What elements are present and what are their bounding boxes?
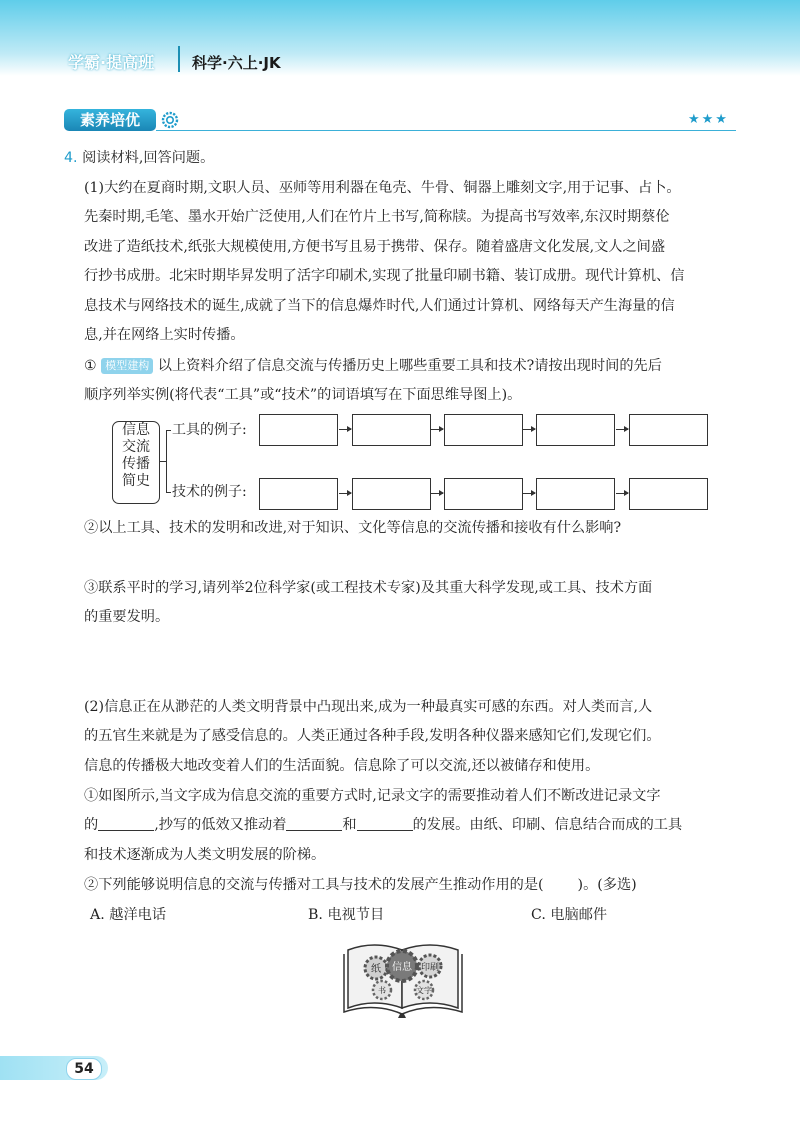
tool-answer-box[interactable] [629,414,708,446]
mind-map-bracket [166,430,171,431]
arrow-icon [523,493,535,494]
technique-answer-box[interactable] [352,478,431,510]
figure-word: 书 [378,986,386,995]
technique-answer-box[interactable] [536,478,615,510]
arrow-icon [339,429,351,430]
passage2-line-3: 信息的传播极大地改变着人们的生活面貌。信息除了可以交流,还以被储存和使用。 [84,758,600,774]
passage1-line-2: 先秦时期,毛笔、墨水开始广泛使用,人们在竹片上书写,简称牍。为提高书写效率,东汉时期蔡伦 [84,209,670,225]
question-prompt: 阅读材料,回答问题。 [82,150,215,166]
mind-map-center-line: 交流 [122,439,150,455]
subquestion-1-2: ②以上工具、技术的发明和改进,对于知识、文化等信息的交流传播和接收有什么影响? [84,520,622,536]
subquestion-1-3-line2: 的重要发明。 [84,609,170,625]
figure-word: 信息 [392,962,412,973]
option-b[interactable]: B. 电视节目 [308,907,385,923]
mind-map-bracket [166,492,171,493]
subquestion-1-3-line1: ③联系平时的学习,请列举2位科学家(或工程技术专家)及其重大科学发现,或工具、技术方面 [84,580,653,596]
text-fragment: )。(多选) [577,877,637,893]
arrow-icon [523,429,535,430]
option-c[interactable]: C. 电脑邮件 [531,907,608,923]
subquestion-2-1-line1: ①如图所示,当文字成为信息交流的重要方式时,记录文字的需要推动着人们不断改进记录文字 [84,788,661,804]
mind-map-center [112,421,160,504]
technique-answer-box[interactable] [629,478,708,510]
subquestion-2-2 [84,875,637,895]
arrow-icon [431,429,443,430]
gear-icon [160,110,180,130]
question-number: 4. [64,150,78,166]
arrow-icon [616,493,628,494]
series-brand: 学霸·提高班 [68,53,155,72]
answer-blank[interactable] [286,815,342,831]
text-fragment: ,抄写的低效又推动着 [154,817,287,833]
option-a[interactable]: A. 越洋电话 [90,907,167,923]
text-fragment: 和 [342,817,357,833]
technique-answer-box[interactable] [444,478,523,510]
subquestion-1-1-text: 以上资料介绍了信息交流与传播历史上哪些重要工具和技术?请按出现时间的先后 [157,358,662,374]
mind-map-bracket [166,430,167,493]
arrow-icon [339,493,351,494]
subquestion-2-1-line3: 和技术逐渐成为人类文明发展的阶梯。 [84,847,326,863]
text-fragment: 的 [84,817,99,833]
answer-blank[interactable] [98,815,154,831]
mind-map-center-line: 传播 [122,456,150,472]
subquestion-1-1 [84,356,662,376]
figure-word: 纸 [371,964,381,975]
tool-answer-box[interactable] [444,414,523,446]
arrow-icon [431,493,443,494]
question-header [64,148,214,168]
passage2-line-1: (2)信息正在从渺茫的人类文明背景中凸现出来,成为一种最真实可感的东西。对人类而言,人 [84,699,653,715]
difficulty-stars: ★★★ [688,112,729,127]
passage2-line-2: 的五官生来就是为了感受信息的。人类正通过各种手段,发明各种仪器来感知它们,发现它们。 [84,728,661,744]
techniques-row-label: 技术的例子: [172,484,247,500]
tool-answer-box[interactable] [536,414,615,446]
section-rule [156,130,736,131]
answer-blank[interactable] [357,815,413,831]
header-divider [178,46,180,72]
model-building-tag: 模型建构 [101,358,153,374]
figure-word: 印刷 [420,963,440,973]
text-fragment: ②下列能够说明信息的交流与传播对工具与技术的发展产生推动作用的是( [84,877,544,893]
section-title: 素养培优 [64,109,156,131]
book-gears-illustration [340,936,466,1018]
page-number: 54 [66,1058,102,1080]
passage1-line-1: (1)大约在夏商时期,文职人员、巫师等用利器在龟壳、牛骨、铜器上雕刻文字,用于记事、占卜。 [84,180,681,196]
tool-answer-box[interactable] [259,414,338,446]
subject-label: 科学·六上·JK [192,54,281,72]
passage1-line-5: 息技术与网络技术的诞生,成就了当下的信息爆炸时代,人们通过计算机、网络每天产生海量的信 [84,298,675,314]
passage1-line-3: 改进了造纸技术,纸张大规模使用,方便书写且易于携带、保存。随着盛唐文化发展,文人之间盛 [84,239,666,255]
tools-row-label: 工具的例子: [172,422,247,438]
technique-answer-box[interactable] [259,478,338,510]
figure-word: 文字 [416,986,432,995]
mind-map-center-line: 简史 [122,473,150,489]
arrow-icon [616,429,628,430]
subquestion-2-1-line2 [84,815,682,835]
tool-answer-box[interactable] [352,414,431,446]
passage1-line-4: 行抄书成册。北宋时期毕昇发明了活字印刷术,实现了批量印刷书籍、装订成册。现代计算机、信 [84,268,685,284]
subquestion-marker: ① [84,358,97,374]
passage1-line-6: 息,并在网络上实时传播。 [84,327,245,343]
subquestion-1-1-line2: 顺序列举实例(将代表“工具”或“技术”的词语填写在下面思维导图上)。 [84,387,522,403]
mind-map-center-line: 信息 [122,422,150,438]
text-fragment: 的发展。由纸、印刷、信息结合而成的工具 [412,817,683,833]
